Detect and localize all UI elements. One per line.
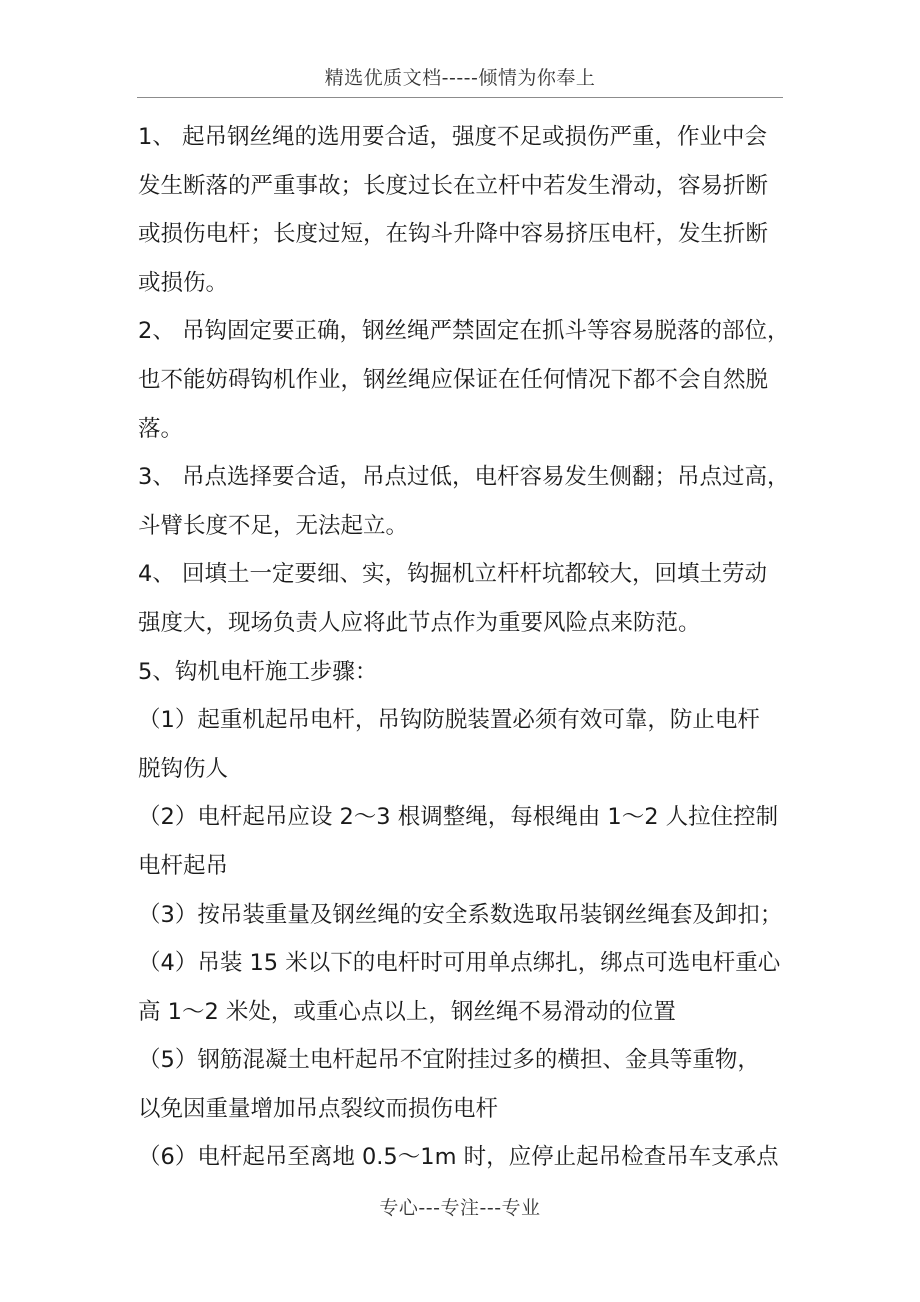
- text-line: 高 1～2 米处，或重心点以上，钢丝绳不易滑动的位置: [138, 998, 676, 1025]
- text-line: 也不能妨碍钩机作业，钢丝绳应保证在任何情况下都不会自然脱: [138, 366, 769, 393]
- paragraph: [138, 793, 784, 890]
- text-line: （2）电杆起吊应设 2～3 根调整绳，每根绳由 1～2 人拉住控制: [138, 804, 779, 831]
- text-line: 3、 吊点选择要合适，吊点过低，电杆容易发生侧翻；吊点过高，: [138, 464, 790, 491]
- text-line: （1）起重机起吊电杆，吊钩防脱装置必须有效可靠，防止电杆: [138, 707, 760, 734]
- paragraph: [138, 453, 790, 550]
- text-line: 或损伤。: [138, 269, 229, 296]
- page-footer: 专心---专注---专业: [379, 1197, 541, 1219]
- text-line: 2、 吊钩固定要正确，钢丝绳严禁固定在抓斗等容易脱落的部位，: [138, 318, 790, 345]
- text-line: 落。: [138, 415, 184, 442]
- text-line: 或损伤电杆；长度过短，在钩斗升降中容易挤压电杆，发生折断: [138, 221, 769, 248]
- text-line: 5、钩机电杆施工步骤：: [138, 658, 378, 685]
- paragraph: [138, 113, 784, 307]
- text-line: 1、 起吊钢丝绳的选用要合适，强度不足或损伤严重，作业中会: [138, 124, 767, 150]
- paragraph: [138, 648, 784, 697]
- paragraph: [138, 939, 784, 1036]
- paragraph: [138, 696, 784, 793]
- paragraph: [138, 1133, 784, 1182]
- text-line: 以免因重量增加吊点裂纹而损伤电杆: [138, 1095, 499, 1122]
- paragraph: [138, 307, 790, 453]
- text-line: （3）按吊装重量及钢丝绳的安全系数选取吊装钢丝绳套及卸扣；: [138, 901, 783, 928]
- text-line: 发生断落的严重事故；长度过长在立杆中若发生滑动，容易折断: [138, 172, 769, 199]
- paragraph: [138, 891, 784, 940]
- document-body: [138, 113, 790, 1182]
- paragraph: [138, 550, 784, 647]
- text-line: （6）电杆起吊至离地 0.5～1m 时，应停止起吊检查吊车支承点: [138, 1144, 779, 1171]
- text-line: 斗臂长度不足，无法起立。: [138, 512, 409, 539]
- text-line: 强度大，现场负责人应将此节点作为重要风险点来防范。: [138, 609, 701, 636]
- paragraph: [138, 1036, 784, 1133]
- text-line: 电杆起吊: [138, 852, 229, 879]
- page-header: 精选优质文档-----倾情为你奉上: [137, 60, 783, 98]
- text-line: （5）钢筋混凝土电杆起吊不宜附挂过多的横担、金具等重物，: [138, 1047, 760, 1074]
- text-line: 脱钩伤人: [138, 755, 229, 782]
- text-line: （4）吊装 15 米以下的电杆时可用单点绑扎，绑点可选电杆重心: [138, 950, 781, 977]
- text-line: 4、 回填土一定要细、实，钩掘机立杆杆坑都较大，回填土劳动: [138, 561, 767, 588]
